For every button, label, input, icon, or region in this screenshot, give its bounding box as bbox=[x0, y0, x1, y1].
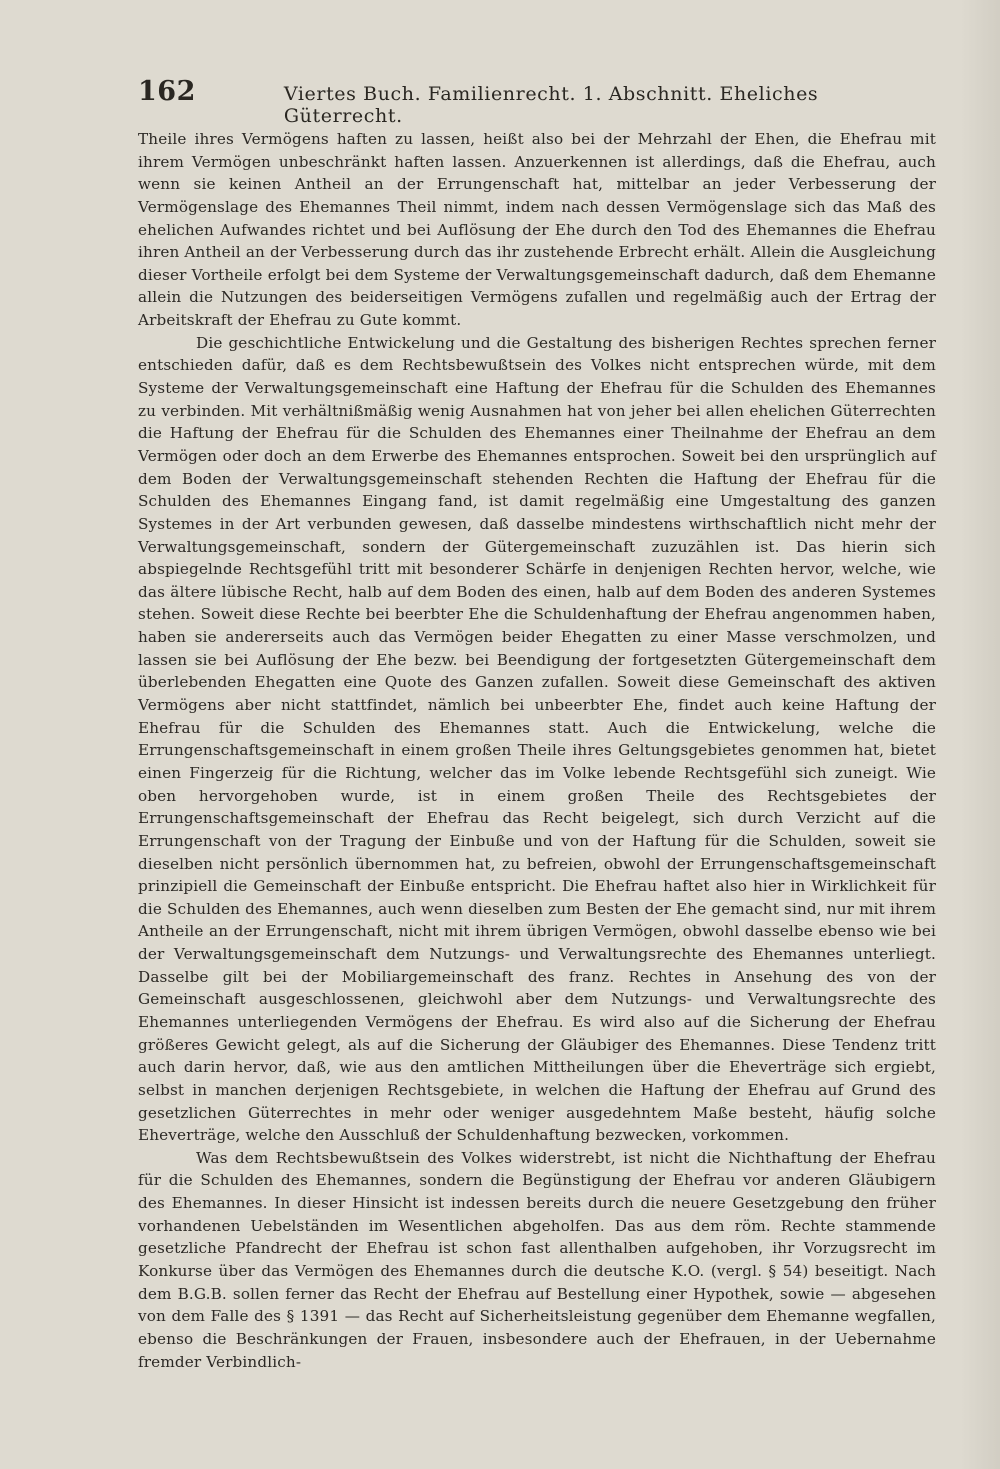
page-number: 162 bbox=[138, 76, 196, 107]
paragraph-history: Die geschichtliche Entwickelung und die Gestaltung des bisherigen Rechtes sprechen ferner entschieden dafür, daß es dem Rechtsbewußtsein des Volkes nicht entsprechen würde, mit dem Systeme der Verwaltungsgemeinschaft eine Haftung der Ehefrau für die Schulden des Ehemannes zu verbinden. Mit verhältnißmäßig wenig Ausnahmen hat von jeher bei allen ehelichen Güterrechten die Haftung der Ehefrau für die Schulden des Ehemannes einer Theilnahme der Ehefrau an dem Vermögen oder doch an dem Erwerbe des Ehemannes entsprochen. Soweit bei den ursprünglich auf dem Boden der Verwaltungsgemeinschaft stehenden Rechten die Haftung der Ehefrau für die Schulden des Ehemannes Eingang fand, ist damit regelmäßig eine Umgestaltung des ganzen Systemes in der Art verbunden gewesen, daß dasselbe mindestens wirthschaftlich nicht mehr der Verwaltungsgemeinschaft, sondern der Gütergemeinschaft zuzuzählen ist. Das hierin sich abspiegelnde Rechtsgefühl tritt mit besonderer Schärfe in denjenigen Rechten hervor, welche, wie das ältere lübische Recht, halb auf dem Boden des einen, halb auf dem Boden des anderen Systemes stehen. Soweit diese Rechte bei beerbter Ehe die Schuldenhaftung der Ehefrau angenommen haben, haben sie andererseits auch das Vermögen beider Ehegatten zu einer Masse verschmolzen, und lassen sie bei Auflösung der Ehe bezw. bei Beendigung der fortgesetzten Gütergemeinschaft dem überlebenden Ehegatten eine Quote des Ganzen zufallen. Soweit diese Gemeinschaft des aktiven Vermögens aber nicht stattfindet, nämlich bei unbeerbter Ehe, findet auch keine Haftung der Ehefrau für die Schulden des Ehemannes statt. Auch die Entwickelung, welche die Errungenschaftsgemeinschaft in einem großen Theile ihres Geltungsgebietes genommen hat, bietet einen Fingerzeig für die Richtung, welcher das im Volke lebende Rechtsgefühl sich zuneigt. Wie oben hervorgehoben wurde, ist in einem großen Theile des Rechtsgebietes der Errungenschaftsgemeinschaft der Ehefrau das Recht beigelegt, sich durch Verzicht auf die Errungenschaft von der Tragung der Einbuße und von der Haftung für die Schulden, soweit sie dieselben nicht persönlich übernommen hat, zu befreien, obwohl der Errungenschaftsgemeinschaft prinzipiell die Gemeinschaft der Einbuße entspricht. Die Ehefrau haftet also hier in Wirklichkeit für die Schulden des Ehemannes, auch wenn dieselben zum Besten der Ehe gemacht sind, nur mit ihrem Antheile an der Errungenschaft, nicht mit ihrem übrigen Vermögen, obwohl dasselbe ebenso wie bei der Verwaltungsgemeinschaft dem Nutzungs- und Verwaltungsrechte des Ehemannes unterliegt. Dasselbe gilt bei der Mobiliargemeinschaft des franz. Rechtes in Ansehung des von der Gemeinschaft ausgeschlossenen, gleichwohl aber dem Nutzungs- und Verwaltungsrechte des Ehemannes unterliegenden Vermögens der Ehefrau. Es wird also auf die Sicherung der Ehefrau größeres Gewicht gelegt, als auf die Sicherung der Gläubiger des Ehemannes. Diese Tendenz tritt auch darin hervor, daß, wie aus den amtlichen Mittheilungen über die Eheverträge sich ergiebt, selbst in manchen derjenigen Rechtsgebiete, in welchen die Haftung der Ehefrau auf Grund des gesetzlichen Güterrechtes in mehr oder weniger ausgedehntem Maße besteht, häufig solche Eheverträge, welche den Ausschluß der Schuldenhaftung bezwecken, vorkommen. bbox=[138, 333, 936, 1145]
running-head bbox=[138, 76, 938, 127]
paragraph-continuation: Theile ihres Vermögens haften zu lassen, heißt also bei der Mehrzahl der Ehen, die Ehefrau mit ihrem Vermögen unbeschränkt haften lassen. Anzuerkennen ist allerdings, daß die Ehefrau, auch wenn sie keinen Antheil an der Errungenschaft hat, mittelbar an jeder Verbesserung der Vermögenslage des Ehemannes Theil nimmt, indem nach dessen Vermögenslage sich das Maß des ehelichen Aufwandes richtet und bei Auflösung der Ehe durch den Tod des Ehemannes die Ehefrau ihren Antheil an der Verbesserung durch das ihr zustehende Erbrecht erhält. Allein die Ausgleichung dieser Vortheile erfolgt bei dem Systeme der Verwaltungsgemeinschaft dadurch, daß dem Ehemanne allein die Nutzungen des beiderseitigen Vermögens zufallen und regelmäßig auch der Ertrag der Arbeitskraft der Ehefrau zu Gute kommt. bbox=[138, 130, 936, 330]
page-edge-shading bbox=[960, 0, 1000, 1469]
body-text bbox=[138, 128, 936, 1373]
paragraph-legal-consciousness: Was dem Rechtsbewußtsein des Volkes widerstrebt, ist nicht die Nichthaftung der Ehefrau für die Schulden des Ehemannes, sondern die Begünstigung der Ehefrau vor anderen Gläubigern des Ehemannes. In dieser Hinsicht ist indessen bereits durch die neuere Gesetzgebung den früher vorhandenen Uebelständen im Wesentlichen abgeholfen. Das aus dem röm. Rechte stammende gesetzliche Pfandrecht der Ehefrau ist schon fast allenthalben aufgehoben, ihr Vorzugsrecht im Konkurse über das Vermögen des Ehemannes durch die deutsche K.O. (vergl. § 54) beseitigt. Nach dem B.G.B. sollen ferner das Recht der Ehefrau auf Bestellung einer Hypothek, sowie — abgesehen von dem Falle des § 1391 — das Recht auf Sicherheitsleistung gegenüber dem Ehemanne wegfallen, ebenso die Beschränkungen der Frauen, insbesondere auch der Ehefrauen, in der Uebernahme fremder Verbindlich- bbox=[138, 1148, 936, 1371]
running-head-title: Viertes Buch. Familienrecht. 1. Abschnitt. Eheliches Güterrecht. bbox=[283, 83, 819, 127]
